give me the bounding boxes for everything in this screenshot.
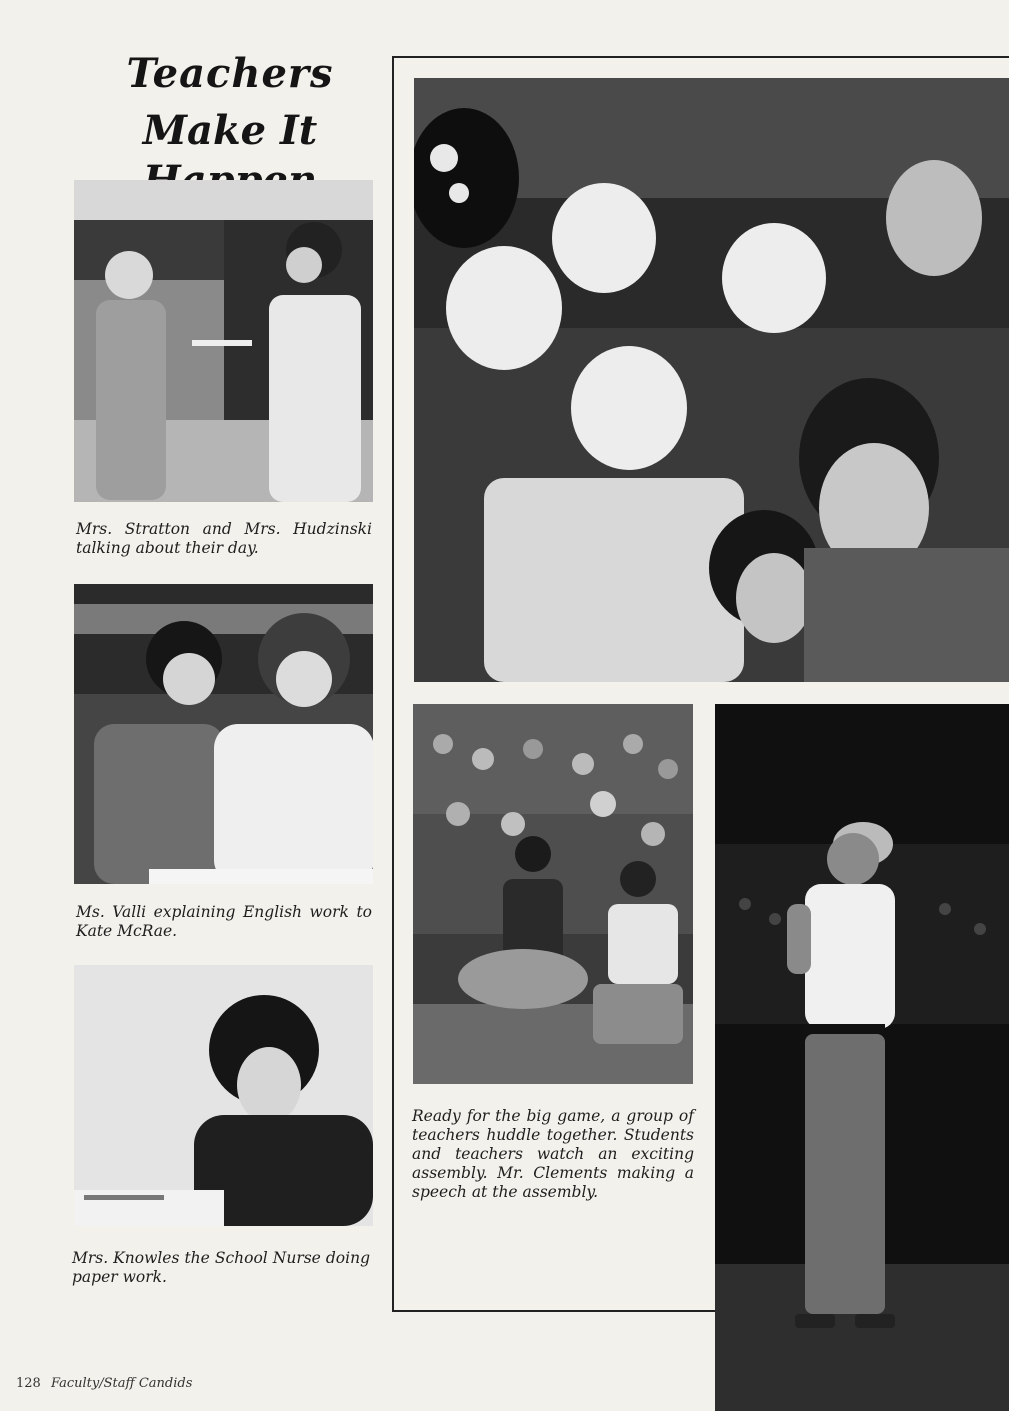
caption-knowles: Mrs. Knowles the School Nurse doing paper work.	[72, 1249, 370, 1286]
page-footer	[16, 1376, 192, 1391]
photo-valli-explaining	[74, 584, 373, 884]
photo-assembly-crowd	[413, 704, 693, 1084]
section-name: Faculty/Staff Candids	[50, 1376, 193, 1391]
photo-clements-speech	[715, 704, 1009, 1411]
title-line-2: Make It	[142, 107, 318, 154]
caption-stratton: Mrs. Stratton and Mrs. Hudzinski talking about their day.	[76, 520, 372, 557]
caption-valli: Ms. Valli explaining English work to Kate McRae.	[76, 903, 372, 940]
title-line-1: Teachers	[126, 50, 334, 97]
caption-assembly: Ready for the big game, a group of teachers huddle together. Students and teachers watch an exciting assembly. Mr. Clements making a speech at the assembly.	[412, 1107, 694, 1201]
page-number: 128	[16, 1376, 41, 1391]
photo-knowles-nurse	[74, 965, 373, 1226]
photo-teachers-hallway	[74, 180, 373, 502]
photo-teachers-huddle	[414, 78, 1009, 682]
